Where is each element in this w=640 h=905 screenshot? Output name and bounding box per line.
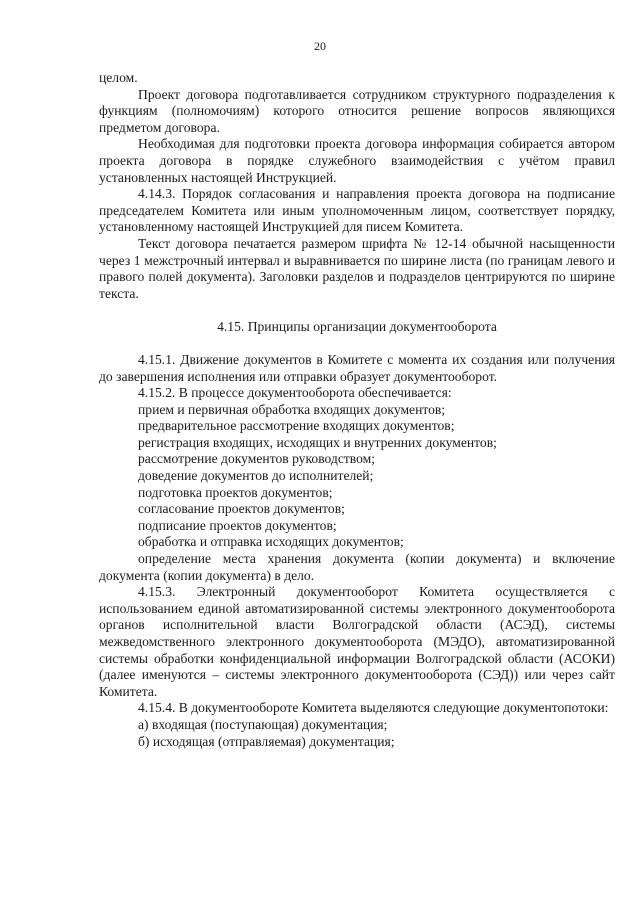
subitem-outgoing: б) исходящая (отправляемая) документация; [138,733,395,749]
paragraph-continuation: целом. [99,70,138,85]
list-item: обработка и отправка исходящих документов; [138,534,404,550]
list-item: подготовка проектов документов; [138,484,333,500]
paragraph-storage-location: определение места хранения документа (копии документа) и включение документа (копии документа) в дело. [99,551,615,583]
subitem-incoming: а) входящая (поступающая) документация; [138,716,388,732]
paragraph-contract-information: Необходимая для подготовки проекта договора информация собирается автором проекта договора в порядке служебного взаимодействия с учётом правил установленных настоящей Инструкцией. [99,136,615,185]
paragraph-4-15-4: 4.15.4. В документообороте Комитета выделяются следующие документопотоки: [138,700,609,716]
paragraph-4-15-3: 4.15.3. Электронный документооборот Комитета осуществляется с использованием единой автоматизированной системы электронного документооборота органов исполнительной власти Волгоградской области (АСЭД), системы межведомственного электронного документооборота (МЭДО), автоматизированной системы обработки конфиденциальной информации Волгоградской области (АСОКИ) (далее именуются – системы электронного документооборота (СЭД)) или через сайт Комитета. [99,584,615,699]
list-item: доведение документов до исполнителей; [138,468,374,484]
list-item: прием и первичная обработка входящих документов; [138,401,446,417]
list-item: согласование проектов документов; [138,501,345,517]
paragraph-contract-formatting: Текст договора печатается размером шрифта № 12-14 обычной насыщенности через 1 межстрочный интервал и выравнивается по ширине листа (по границам левого и правого полей документа). Заголовки разделов и подразделов центрируются по ширине текста. [99,235,615,301]
spacer [99,336,615,352]
page-number: 20 [314,39,326,53]
paragraph-4-15-2: 4.15.2. В процессе документооборота обеспечивается: [138,385,452,401]
list-item: рассмотрение документов руководством; [138,451,376,467]
list-item: подписание проектов документов; [138,517,337,533]
list-item: регистрация входящих, исходящих и внутренних документов; [138,434,497,450]
paragraph-4-14-3: 4.14.3. Порядок согласования и направления проекта договора на подписание председателем Комитета или иным уполномоченным лицом, соответствует порядку, установленному настоящей Инструкцией для писем Комитета. [99,186,615,235]
document-body [99,70,615,750]
section-heading-4-15: 4.15. Принципы организации документооборота [217,319,497,335]
list-item: предварительное рассмотрение входящих документов; [138,418,455,434]
spacer [99,302,615,319]
paragraph-4-15-1: 4.15.1. Движение документов в Комитете с момента их создания или получения до завершения исполнения или отправки образует документооборот. [99,351,615,384]
paragraph-contract-preparer: Проект договора подготавливается сотрудником структурного подразделения к функциям (полномочиям) которого относится решение вопросов являющихся предметом договора. [99,86,615,135]
